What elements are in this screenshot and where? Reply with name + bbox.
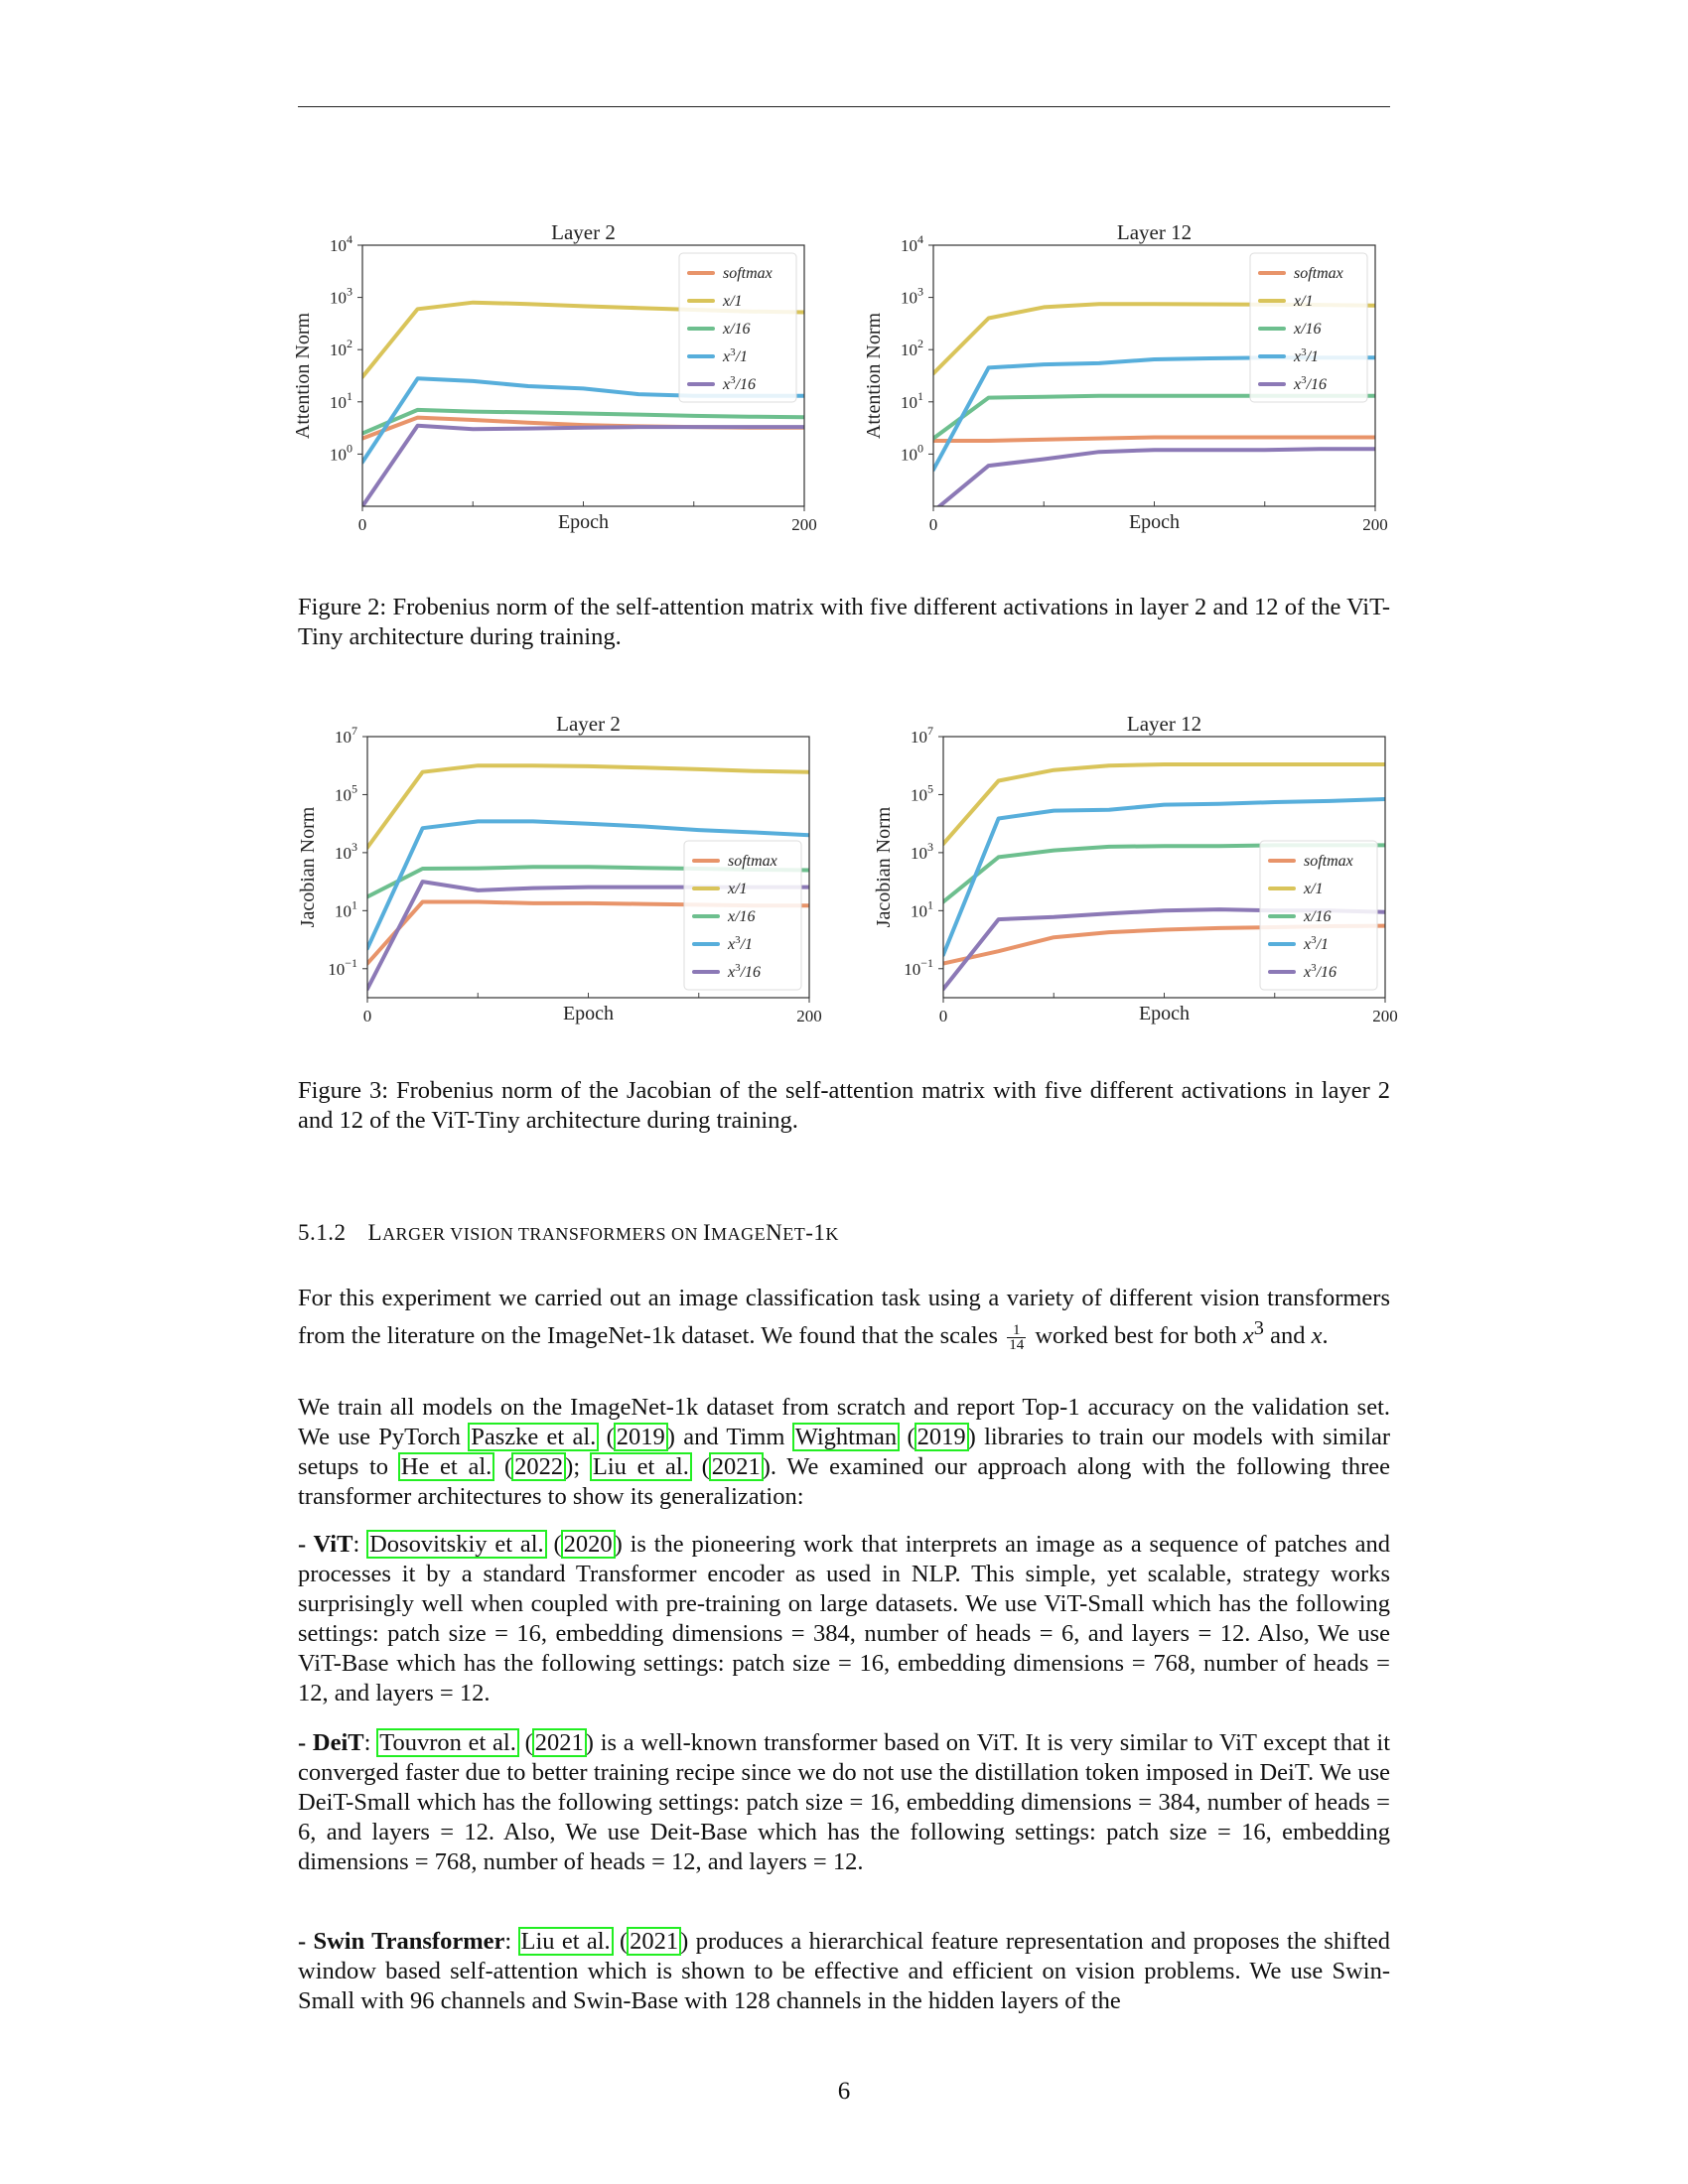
y-tick-label: $10^3$ xyxy=(330,284,352,308)
y-axis-label: Attention Norm xyxy=(292,312,314,440)
chart-svg xyxy=(297,712,824,1032)
text-span: ) and Timm xyxy=(666,1424,793,1450)
text-span: For this experiment we carried out an image classification task using a variety of different vision transformers from the literature on the ImageNet-1k dataset. We found that the scales xyxy=(298,1285,1390,1350)
y-tick-label: $10^5$ xyxy=(335,781,357,805)
y-tick-label: $10^{-1}$ xyxy=(904,955,933,979)
legend-label: x/16 xyxy=(723,321,751,338)
math-x: x xyxy=(1311,1322,1323,1350)
figure-3-layer-2-chart xyxy=(297,712,824,1032)
x-tick-label: 200 xyxy=(791,515,817,534)
legend-label: $x^3/16$ xyxy=(1294,374,1328,393)
section-number: 5.1.2 xyxy=(298,1220,347,1245)
chart-title: Layer 2 xyxy=(556,712,621,736)
chart-title: Layer 12 xyxy=(1126,712,1202,736)
item-label: - ViT xyxy=(298,1531,353,1558)
chart-title: Layer 12 xyxy=(1116,220,1193,244)
legend-label: $x^3/1$ xyxy=(1304,934,1330,953)
y-tick-label: $10^3$ xyxy=(335,839,357,863)
series-line xyxy=(933,438,1375,442)
x-axis-label: Epoch xyxy=(557,511,610,533)
y-axis-label: Jacobian Norm xyxy=(297,806,319,928)
y-tick-label: $10^1$ xyxy=(901,388,923,412)
text-span: ) is the pioneering work that interprets an image as a sequence of patches and processes it by a standard Transformer encoder as used in NLP. This simple, yet scalable, strategy works surprisingly well when coupled with pre-training on large datasets. We use ViT-Small which has the following settings: patch size = 16, embedding dimensions = 384, number of heads = 6, and layers = 12. Also, We use ViT-Base which has the following settings: patch size = 16, embedding dimensions = 768, number of heads = 12, and layers = 12. xyxy=(298,1531,1391,1706)
section-title-part: ARGER VISION TRANSFORMERS ON xyxy=(382,1224,703,1244)
text-span: ). We examined our approach along with the following three transformer architectures to show its generalization: xyxy=(298,1453,1390,1510)
chart-svg xyxy=(873,712,1400,1032)
y-axis-label: Attention Norm xyxy=(863,312,885,440)
legend-label: $x^3/16$ xyxy=(1304,962,1337,981)
section-title xyxy=(368,1220,839,1245)
y-tick-label: $10^3$ xyxy=(911,839,933,863)
paragraph-vit xyxy=(298,1530,1390,1708)
x-tick-label: 0 xyxy=(938,1007,948,1025)
legend-label: x/1 xyxy=(723,293,743,310)
legend-label: $x^3/16$ xyxy=(728,962,762,981)
legend-label: x/1 xyxy=(1304,881,1324,897)
section-title-part: MAGE xyxy=(711,1224,767,1244)
legend-label: x/16 xyxy=(1304,908,1332,925)
math-x: x xyxy=(1242,1322,1254,1350)
text-span: ( xyxy=(517,1729,533,1756)
citation-year-link[interactable]: 2020 xyxy=(563,1531,613,1558)
figure-2-layer-2-chart xyxy=(292,220,819,541)
citation-year-link[interactable]: 2021 xyxy=(630,1928,679,1955)
legend-label: x/16 xyxy=(728,908,756,925)
x-tick-label: 200 xyxy=(1372,1007,1398,1025)
x-axis-label: Epoch xyxy=(1128,511,1181,533)
text-span: and xyxy=(1264,1322,1312,1350)
text-span: . xyxy=(1322,1322,1329,1350)
y-tick-label: $10^7$ xyxy=(911,724,933,747)
legend-label: x/1 xyxy=(728,881,748,897)
y-tick-label: $10^2$ xyxy=(901,337,923,360)
item-label: - Swin Transformer xyxy=(298,1928,505,1955)
legend-label: softmax xyxy=(723,265,773,282)
figure-3-layer-12-chart xyxy=(873,712,1400,1032)
text-span: ); xyxy=(565,1453,591,1480)
y-tick-label: $10^4$ xyxy=(901,232,923,255)
citation-year-link[interactable]: 2019 xyxy=(916,1424,966,1450)
section-title-part: I xyxy=(702,1220,712,1245)
fraction-denominator: 14 xyxy=(1009,1337,1025,1354)
figure-2-layer-12-chart xyxy=(863,220,1390,541)
text-span: ) is a well-known transformer based on ViT. It is very similar to ViT except that it converged faster due to better training recipe since we do not use the distillation token imposed in DeiT. We use DeiT-Small which has the following settings: patch size = 16, embedding dimensions = 384, number of heads = 6, and layers = 12. Also, We use Deit-Base which has the following settings: patch size = 16, embedding dimensions = 768, number of heads = 12, and layers = 12. xyxy=(298,1729,1391,1875)
legend-label: $x^3/16$ xyxy=(723,374,757,393)
x-tick-label: 0 xyxy=(928,515,938,534)
paragraph-training xyxy=(298,1393,1390,1512)
text-span: ( xyxy=(899,1424,915,1450)
text-span: ) produces a hierarchical feature representation and proposes the shifted window based self-attention which is shown to be effective and efficient on vision problems. We use Swin-Small with 96 channels and Swin-Base with 128 channels in the hidden layers of the xyxy=(298,1928,1390,2014)
legend-label: softmax xyxy=(1294,265,1343,282)
citation-link[interactable]: Dosovitskiy et al. xyxy=(369,1531,544,1558)
y-axis-label: Jacobian Norm xyxy=(873,806,895,928)
series-line xyxy=(362,410,804,434)
series-line xyxy=(367,765,809,848)
fraction-numerator: 1 xyxy=(1007,1323,1026,1338)
x-tick-label: 0 xyxy=(357,515,367,534)
section-title-part: -1 xyxy=(805,1220,826,1245)
y-tick-label: $10^0$ xyxy=(901,441,923,465)
fraction xyxy=(1007,1323,1026,1352)
citation-link[interactable]: He et al. xyxy=(400,1453,492,1480)
citation-year-link[interactable]: 2022 xyxy=(514,1453,564,1480)
paragraph-experiment xyxy=(298,1284,1390,1352)
text-span: : xyxy=(504,1928,519,1955)
text-span: ( xyxy=(598,1424,615,1450)
y-tick-label: $10^2$ xyxy=(330,337,352,360)
legend-label: x/1 xyxy=(1294,293,1314,310)
citation-link[interactable]: Wightman xyxy=(794,1424,898,1450)
text-span: : xyxy=(363,1729,378,1756)
legend-label: $x^3/1$ xyxy=(1294,346,1320,365)
figure-2-caption: Figure 2: Frobenius norm of the self-attention matrix with five different activations in layer 2 and 12 of the ViT-Tiny architecture during training. xyxy=(298,594,1390,650)
citation-year-link[interactable]: 2019 xyxy=(616,1424,665,1450)
citation-link[interactable]: Touvron et al. xyxy=(379,1729,516,1756)
header-rule xyxy=(298,106,1390,107)
y-tick-label: $10^1$ xyxy=(335,897,357,921)
y-tick-label: $10^7$ xyxy=(335,724,357,747)
y-tick-label: $10^4$ xyxy=(330,232,352,255)
text-span: ( xyxy=(545,1531,562,1558)
citation-year-link[interactable]: 2021 xyxy=(711,1453,761,1480)
section-title-part: N xyxy=(766,1220,783,1245)
x-axis-label: Epoch xyxy=(562,1003,615,1024)
section-title-part: K xyxy=(825,1224,839,1244)
citation-link[interactable]: Paszke et al. xyxy=(471,1424,597,1450)
x-tick-label: 200 xyxy=(796,1007,822,1025)
y-tick-label: $10^1$ xyxy=(330,388,352,412)
section-heading xyxy=(298,1220,839,1246)
citation-link[interactable]: Liu et al. xyxy=(520,1928,611,1955)
legend-label: $x^3/1$ xyxy=(728,934,754,953)
y-tick-label: $10^0$ xyxy=(330,441,352,465)
chart-svg xyxy=(292,220,819,541)
text-span: : xyxy=(352,1531,368,1558)
x-tick-label: 200 xyxy=(1362,515,1388,534)
text-span: ( xyxy=(690,1453,710,1480)
y-tick-label: $10^5$ xyxy=(911,781,933,805)
citation-year-link[interactable]: 2021 xyxy=(534,1729,584,1756)
paragraph-deit xyxy=(298,1728,1390,1877)
figure-3-caption: Figure 3: Frobenius norm of the Jacobian of the self-attention matrix with five different activations in layer 2 and 12 of the ViT-Tiny architecture during training. xyxy=(298,1077,1390,1134)
y-tick-label: $10^{-1}$ xyxy=(328,955,357,979)
math-exponent: 3 xyxy=(1253,1317,1264,1339)
paragraph-swin xyxy=(298,1927,1390,2016)
text-span: ( xyxy=(493,1453,513,1480)
x-tick-label: 0 xyxy=(362,1007,372,1025)
text-span: ( xyxy=(612,1928,629,1955)
text-span: worked best for both xyxy=(1029,1322,1243,1350)
legend-label: $x^3/1$ xyxy=(723,346,749,365)
item-label: - DeiT xyxy=(298,1729,364,1756)
x-axis-label: Epoch xyxy=(1138,1003,1191,1024)
chart-svg xyxy=(863,220,1390,541)
series-line xyxy=(362,426,804,506)
chart-title: Layer 2 xyxy=(551,220,616,244)
page-number: 6 xyxy=(837,2078,851,2105)
text-span: ) libraries to train our models with similar setups to xyxy=(298,1424,1391,1480)
citation-link[interactable]: Liu et al. xyxy=(592,1453,689,1480)
section-title-part: ET xyxy=(782,1224,806,1244)
text-span: We train all models on the ImageNet-1k dataset from scratch and report Top-1 accuracy on the validation set. We use PyTorch xyxy=(298,1394,1390,1450)
y-tick-label: $10^1$ xyxy=(911,897,933,921)
legend-label: softmax xyxy=(728,853,777,870)
legend-label: x/16 xyxy=(1294,321,1322,338)
section-title-part: L xyxy=(367,1220,383,1245)
y-tick-label: $10^3$ xyxy=(901,284,923,308)
legend-label: softmax xyxy=(1304,853,1353,870)
